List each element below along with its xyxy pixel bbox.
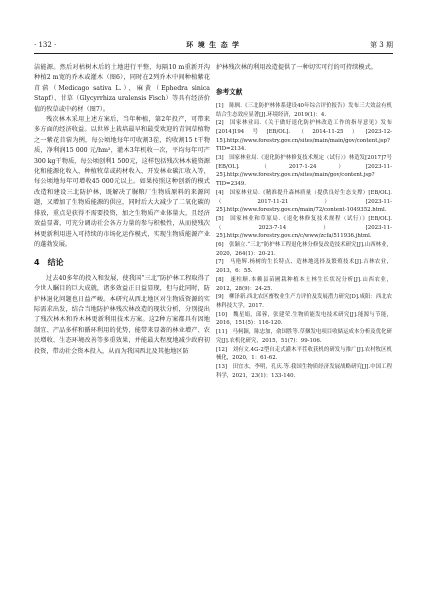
reference-item: [8] 速柱顺.本赖县苗圃栽种植本土林生长状况分析[J].山西农业，2012，28(9)：24-25.	[216, 276, 392, 292]
body-paragraph: 残次林木采用上述方案后，当年种植，第2年投产，可带来多方面的经济收益。以世界上栽培最早和最受欢迎的青饲草植物之一紫花苜蓿为例，每公顷地每年可收割3茬，约收割15 t干物质，净利润15 000 元/hm²，灌木3年机收一次，平均每年可产300 kg干物质，每公顷创利1 500元，这样包括残次林木能资源化和能源化收入、种植牧草或药材收入、开发林业碳汇收入等，每公顷地每年可增收45 000元以上。如果按照这种创新的模式改造和建设三北防护林，既解决了脲粮厂生物质原料的来源问题，又增加了生物质能源的供应，同时后大大减少了二氧化碳的排放，重点是获得不需要投资，加之生物质产业体量大，且经济效益显著，可充分调动社会各方力量的参与积极性，从而使残次林更新利用进入可持续的市场化运作模式，实现生物质能源产业的蓬勃发展。	[34, 116, 210, 248]
reference-item: [3] 国家林业局.《退化防护林修复技术规定（试行）》林造发[2017]7号[EB/OL].（2017-1-24）[2023-11-25].http://www.forestry.gov.cn/sites/main/gov/content.jsp?TID=2349.	[216, 155, 392, 188]
reference-item: [7] 马艳辉.杨树的生长特点、造林地选择及繁殖技术[J].吉林农业，2013，6：55.	[216, 259, 392, 275]
reference-item: [5] 国家林业和草原局.《退化林修复技术规程（试行）》[EB/OL].（2023-7-14）[2023-11-25].http://www.forestry.gov.cn/c/www/zcfa/511936.jhtml.	[216, 215, 392, 240]
page-number: · 132 ·	[34, 41, 57, 49]
body-paragraph: 洁能源。然后对枯树木后的土地进行平整，每隔10 m重新开沟种植2 m宽的乔木或灌木（图6），同时在2列乔木中间种植紫花苜蓿（Medicago sativa L.）、麻黄（Ephedra sinica Stapf）、甘草（Glycyrrhiza uralensis Fisch）等具有经济价值的牧草或中药材（图7）。	[34, 64, 210, 113]
reference-item: [12] 刘有文.4G-2型自走式灌木平茬收获机的研发与推广[J].农村牧区机械化，2020，1：61-62.	[216, 346, 392, 362]
right-column	[216, 63, 392, 380]
reference-item: [13] 田宜水，李明，孔庆.等.我国生物质经济发展战略研究[J].中国工程科学，2021，23(1)：133-140.	[216, 363, 392, 379]
reference-item: [10] 魏星娟，邱蓉，张建荣.生物质能发电技术研究[J].能源与节能，2016，151(5)：116-120.	[216, 311, 392, 327]
reference-item: [1] 陈枫.《三北防护林体系建设40年综合评价报告》发布三大效益有机结合生态效应显著[J].环境经济，2019(1)：4.	[216, 102, 392, 118]
header-rule	[34, 53, 393, 54]
section-heading: 4 结论	[34, 258, 64, 268]
reference-item: [4] 国家林业局.《精准提升森林质量（提供良好生态支撑）[EB/OL].（2017-11-21）[2023-11-25].http://www.forestry.gov.cn/main/72/content-1049352.html.	[216, 189, 392, 214]
body-paragraph: 护林残次林的利用改造提供了一种切实可行的可持续模式。	[216, 64, 377, 71]
journal-title: 环 境 生 态 学	[186, 40, 241, 49]
reference-item: [9] 柳泽新.西北农区畜牧业生产力评价及发展潜力研究[D].咸阳：西北农林科技大学，2017.	[216, 294, 392, 309]
running-header	[34, 39, 393, 51]
reference-item: [2] 国家林业局.《关于做好退化防护林改造工作的指导意见》发布[2014]194号[EB/OL].（2014-11-25）[2023-12-15].http://www.forestry.gov.cn/sites/main/main/gov/content.jsp?TID=2134.	[216, 120, 392, 153]
left-column	[34, 63, 210, 357]
references-heading: 参考文献	[216, 88, 243, 97]
reference-item: [6] 张颖立.“三北”防护林工程退化林分修复改造技术研究[J].山西林业，2020，264(1)：20-21.	[216, 242, 392, 257]
issue-number: 第 3 期	[370, 41, 393, 49]
reference-item: [11] 马柯颖，陈忠加，俞国胜等.草捆发电项目收储运成本分析及优化研究[J].农机化研究，2015，51(7)：99-106.	[216, 329, 392, 344]
reference-list	[216, 102, 392, 381]
body-paragraph: 过去40多年的投入和发展，使我国“三北”防护林工程取得了令世人瞩目的巨大成就，诸多效益正日益显现，但与此同时，防护林退化问题也日益严峻。本研究从西北地区对生物质资源的实际需求出发，结合当地防护林残次林改造的现状分析，分别提出了残次林木和乔木林更新利用技术方案。这2种方案都具有因地制宜、产品多样和循环利用的优势，能带来显著的林业增产、农民增收、生态环境改善等多重效果，并能最大程度地减少政府初投资，带动社会资本投入，从而为我国西北及其他地区防	[34, 274, 210, 355]
